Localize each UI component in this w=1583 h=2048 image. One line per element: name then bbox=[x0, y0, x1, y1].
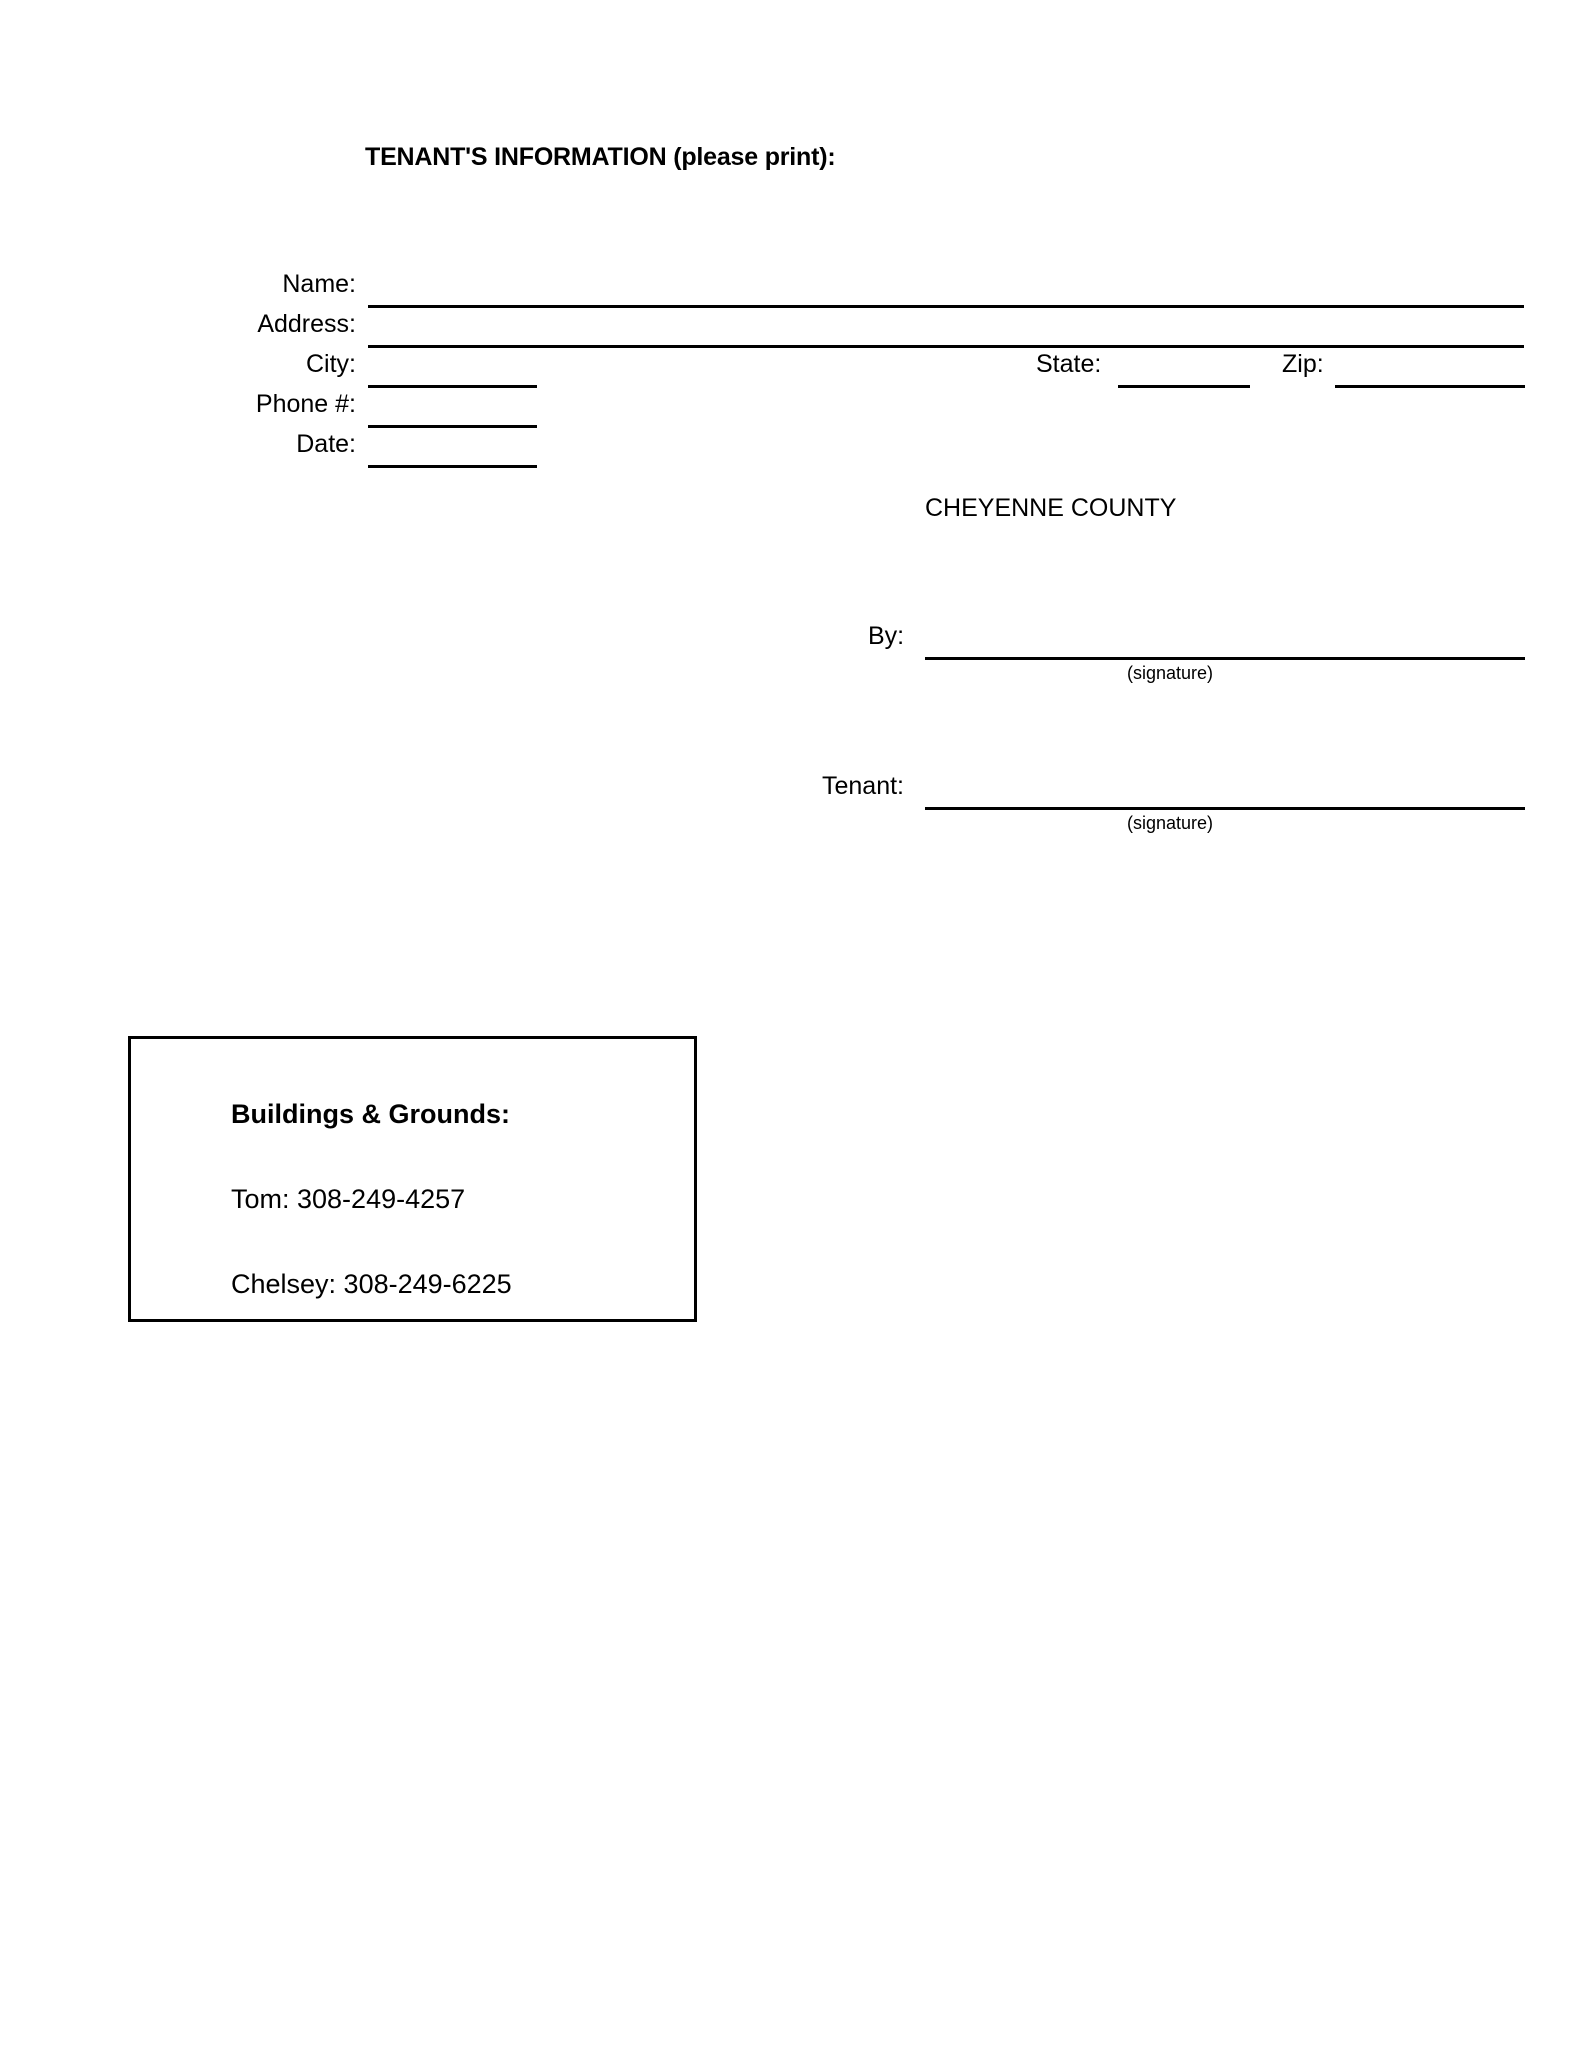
by-label: By: bbox=[868, 622, 905, 650]
zip-label: Zip: bbox=[1282, 350, 1324, 378]
state-input-line[interactable] bbox=[1118, 385, 1250, 388]
date-label: Date: bbox=[296, 430, 356, 458]
zip-input-line[interactable] bbox=[1335, 385, 1525, 388]
tenant-signature-caption: (signature) bbox=[1126, 813, 1214, 833]
contact-chelsey: Chelsey: 308-249-6225 bbox=[231, 1269, 512, 1299]
name-label: Name: bbox=[282, 270, 356, 298]
page-title: TENANT'S INFORMATION (please print): bbox=[365, 143, 836, 171]
city-input-line[interactable] bbox=[368, 385, 537, 388]
phone-input-line[interactable] bbox=[368, 425, 537, 428]
state-label: State: bbox=[1036, 350, 1102, 378]
contact-box bbox=[128, 1036, 697, 1322]
phone-label: Phone #: bbox=[255, 390, 356, 418]
county-name: CHEYENNE COUNTY bbox=[925, 494, 1177, 522]
name-input-line[interactable] bbox=[368, 305, 1524, 308]
by-signature-line[interactable] bbox=[925, 657, 1525, 660]
address-input-line[interactable] bbox=[368, 345, 1524, 348]
by-signature-caption: (signature) bbox=[1126, 663, 1214, 683]
tenant-signature-label: Tenant: bbox=[822, 772, 905, 800]
city-label: City: bbox=[306, 350, 356, 378]
contact-box-heading: Buildings & Grounds: bbox=[231, 1099, 510, 1129]
date-input-line[interactable] bbox=[368, 465, 537, 468]
address-label: Address: bbox=[257, 310, 356, 338]
contact-tom: Tom: 308-249-4257 bbox=[231, 1184, 466, 1214]
tenant-signature-line[interactable] bbox=[925, 807, 1525, 810]
